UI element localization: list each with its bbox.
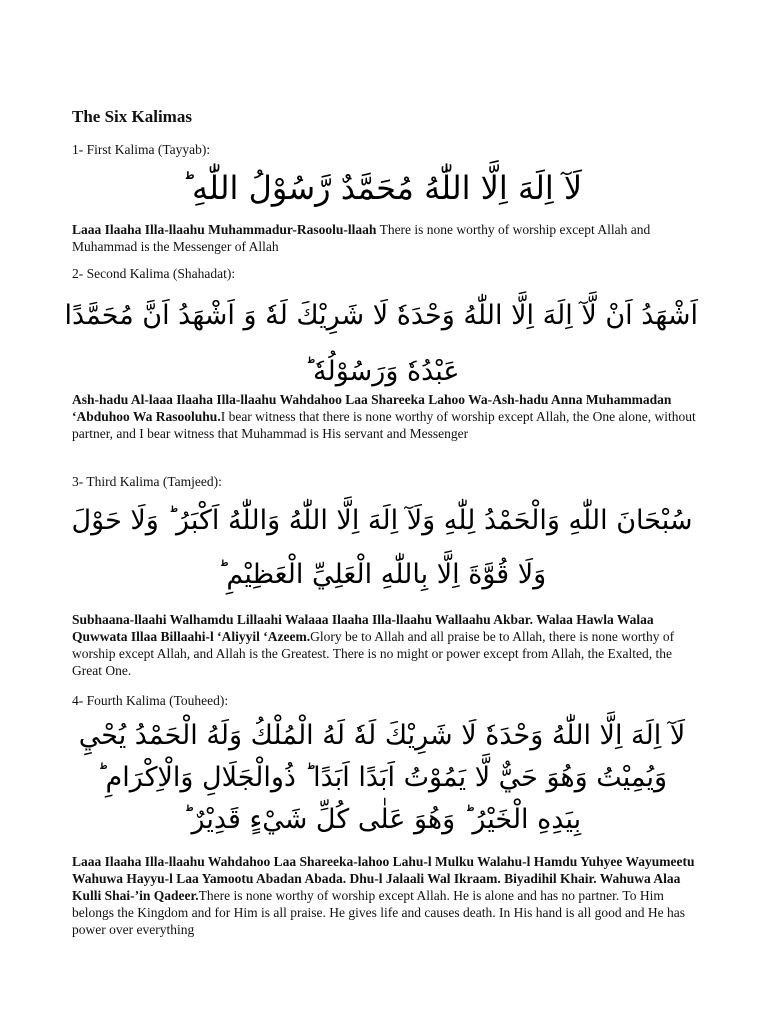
kalima-4-arabic	[66, 715, 698, 841]
kalima-4-arabic-line-1: لَآ اِلَهَ اِلَّا اللّٰهُ وَحْدَهٗ لَا شَرِيْكَ لَهٗ لَهُ الْمُلْكُ وَلَهُ الْحَمْدُ يُحْيِ	[78, 720, 686, 751]
kalima-4-arabic-line-3: بِيَدِهِ الْخَيْرُ ؕ وَهُوَ عَلٰى كُلِّ شَيْءٍ قَدِيْرٌ ؕ	[182, 804, 582, 835]
kalima-3-arabic	[66, 494, 698, 602]
kalima-3-translation: Glory be to Allah and all praise be to Allah, there is none worthy of worship except Allah, and Allah is the Greatest. There is no might or power except from Allah, the Exalted, the Great One.	[72, 629, 675, 678]
kalima-4-text	[72, 853, 702, 938]
kalima-4-arabic-line-2: وَيُمِيْتُ وَهُوَ حَيٌّ لَّا يَمُوْتُ اَبَدًا اَبَدًا ؕ ذُوالْجَلَالِ وَالْاِكْرَامِ ؕ	[96, 762, 668, 793]
kalima-1-translation: There is none worthy of worship except Allah and Muhammad is the Messenger of Allah	[72, 222, 651, 254]
kalima-2-arabic-line-2: عَبْدُهٗ وَرَسُوْلُهٗ ؕ	[304, 356, 460, 387]
kalima-2-heading: 2- Second Kalima (Shahadat):	[72, 266, 236, 281]
kalima-2-transliteration: Ash-hadu Al-laaa Ilaaha Illa-llaahu Wahdahoo Laa Shareeka Lahoo Wa-Ash-hadu Anna Muhammadan ‘Abduhoo Wa Rasooluhu.	[72, 392, 672, 424]
kalima-4-transliteration: Laaa Ilaaha Illa-llaahu Wahdahoo Laa Shareeka-lahoo Lahu-l Mulku Walahu-l Hamdu Yuhyee Wayumeetu Wahuwa Hayyu-l Laa Yamootu Abadan Abada. Dhu-l Jalaali Wal Ikraam. Biyadihil Khair. Wahuwa Alaa Kulli Shai-’in Qadeer.	[72, 854, 695, 903]
kalima-3-heading: 3- Third Kalima (Tamjeed):	[72, 474, 222, 489]
kalima-2-translation: I bear witness that there is none worthy of worship except Allah, the One alone, without partner, and I bear witness that Muhammad is His servant and Messenger	[72, 409, 696, 441]
kalima-2-text	[72, 391, 702, 442]
kalima-3-arabic-line-2: وَلَا قُوَّةَ اِلَّا بِاللّٰهِ الْعَلِيِّ الْعَظِيْمِ ؕ	[217, 559, 547, 590]
kalima-3-text	[72, 611, 702, 679]
kalima-4-heading: 4- Fourth Kalima (Touheed):	[72, 693, 229, 708]
kalima-3-arabic-line-1: سُبْحَانَ اللّٰهِ وَالْحَمْدُ لِلّٰهِ وَلَآ اِلَهَ اِلَّا اللّٰهُ وَاللّٰهُ اَكْبَرُ ؕ وَلَا حَوْلَ	[71, 505, 693, 536]
kalima-1-transliteration: Laaa Ilaaha Illa-llaahu Muhammadur-Rasoolu-llaah	[72, 222, 377, 237]
kalima-1-text	[72, 221, 702, 255]
document-title: The Six Kalimas	[72, 107, 192, 126]
kalima-2-arabic-line-1: اَشْهَدُ اَنْ لَّآ اِلَهَ اِلَّا اللّٰهُ وَحْدَهٗ لَا شَرِيْكَ لَهٗ وَ اَشْهَدُ اَنَّ مُحَمَّدًا	[64, 300, 698, 331]
kalima-3-transliteration: Subhaana-llaahi Walhamdu Lillaahi Walaaa Ilaaha Illa-llaahu Wallaahu Akbar. Walaa Hawla Walaa Quwwata Illaa Billaahi-l ‘Aliyyil ‘Azeem.	[72, 612, 654, 644]
kalima-1-arabic-line-1: لَآ اِلَهَ اِلَّا اللّٰهُ مُحَمَّدٌ رَّسُوْلُ اللّٰهِ ؕ	[181, 169, 583, 207]
kalima-4-translation: There is none worthy of worship except Allah. He is alone and has no partner. To Him belongs the Kingdom and for Him is all praise. He gives life and causes death. In His hand is all good and He has power over everything	[72, 888, 685, 937]
kalima-1-heading: 1- First Kalima (Tayyab):	[72, 142, 211, 157]
kalima-1-arabic	[66, 158, 698, 218]
kalima-2-arabic	[66, 288, 698, 400]
